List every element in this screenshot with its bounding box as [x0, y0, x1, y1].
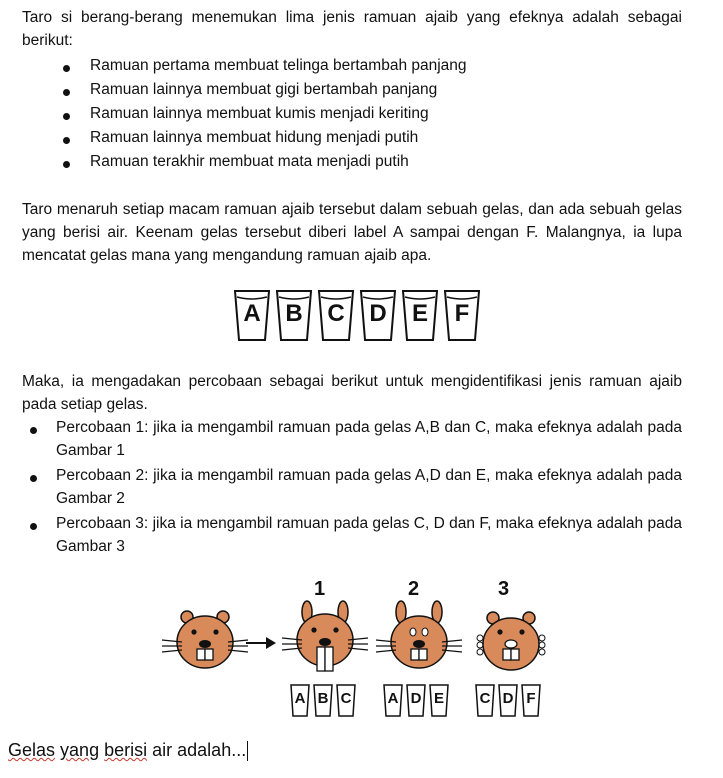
glass-label: D — [502, 690, 514, 707]
bullet-icon — [63, 65, 70, 72]
text-cursor — [247, 741, 248, 761]
glass-label: E — [411, 300, 428, 327]
experiment-item: Percobaan 3: jika ia mengambil ramuan pada gelas C, D dan F, maka efeknya adalah pada Gambar 3 — [56, 515, 682, 555]
glass-label: D — [410, 690, 422, 707]
effect-item: Ramuan lainnya membuat hidung menjadi putih — [90, 129, 419, 146]
beaver-original-icon — [160, 604, 250, 674]
question-line[interactable] — [8, 738, 248, 762]
bullet-icon — [30, 427, 37, 434]
glass-label: B — [317, 690, 329, 707]
bullet-icon — [63, 161, 70, 168]
figure-number-3: 3 — [498, 578, 510, 600]
bullet-icon — [30, 475, 37, 482]
figure-number-2: 2 — [408, 578, 420, 600]
glass-label: A — [294, 690, 306, 707]
figure-number-1: 1 — [314, 578, 326, 600]
effect-item: Ramuan lainnya membuat kumis menjadi keriting — [90, 105, 429, 122]
bullet-icon — [63, 113, 70, 120]
glass-label: C — [479, 690, 491, 707]
question-word: yang — [60, 740, 100, 760]
setup-paragraph: Taro menaruh setiap macam ramuan ajaib tersebut dalam sebuah gelas, dan ada sebuah gelas yang berisi air. Keenam gelas tersebut diberi label A sampai dengan F. Malangnya, ia lupa mencatat gelas mana yang mengandung ramuan ajaib apa. — [22, 201, 682, 264]
effect-item: Ramuan pertama membuat telinga bertambah panjang — [90, 57, 467, 74]
bullet-icon — [30, 523, 37, 530]
beaver-figure-1-icon — [280, 600, 370, 680]
beaver-figure-3-icon — [466, 606, 556, 678]
effect-item: Ramuan lainnya membuat gigi bertambah panjang — [90, 81, 438, 98]
glass-label: F — [526, 690, 536, 707]
bullet-icon — [63, 89, 70, 96]
glass-label: C — [340, 690, 352, 707]
question-word: berisi — [104, 740, 148, 760]
effect-item: Ramuan terakhir membuat mata menjadi putih — [90, 153, 409, 170]
experiment-item: Percobaan 1: jika ia mengambil ramuan pada gelas A,B dan C, maka efeknya adalah pada Gambar 1 — [56, 419, 682, 459]
glass-label: D — [369, 300, 387, 327]
glass-label: B — [285, 300, 303, 327]
question-word: Gelas — [8, 740, 56, 760]
glass-label: C — [327, 300, 345, 327]
glass-label: E — [433, 690, 444, 707]
question-tail: air adalah... — [152, 740, 247, 760]
glass-label: F — [454, 300, 470, 327]
glass-label: A — [387, 690, 399, 707]
arrow-right-icon — [246, 636, 276, 650]
experiment-intro-paragraph: Maka, ia mengadakan percobaan sebagai berikut untuk mengidentifikasi jenis ramuan ajaib pada setiap gelas. — [22, 373, 682, 413]
experiment-item: Percobaan 2: jika ia mengambil ramuan pada gelas A,D dan E, maka efeknya adalah pada Gambar 2 — [56, 467, 682, 507]
bullet-icon — [63, 137, 70, 144]
glass-label: A — [243, 300, 261, 327]
beaver-figure-2-icon — [374, 600, 464, 680]
intro-paragraph: Taro si berang-berang menemukan lima jenis ramuan ajaib yang efeknya adalah sebagai berikut: — [22, 9, 682, 49]
